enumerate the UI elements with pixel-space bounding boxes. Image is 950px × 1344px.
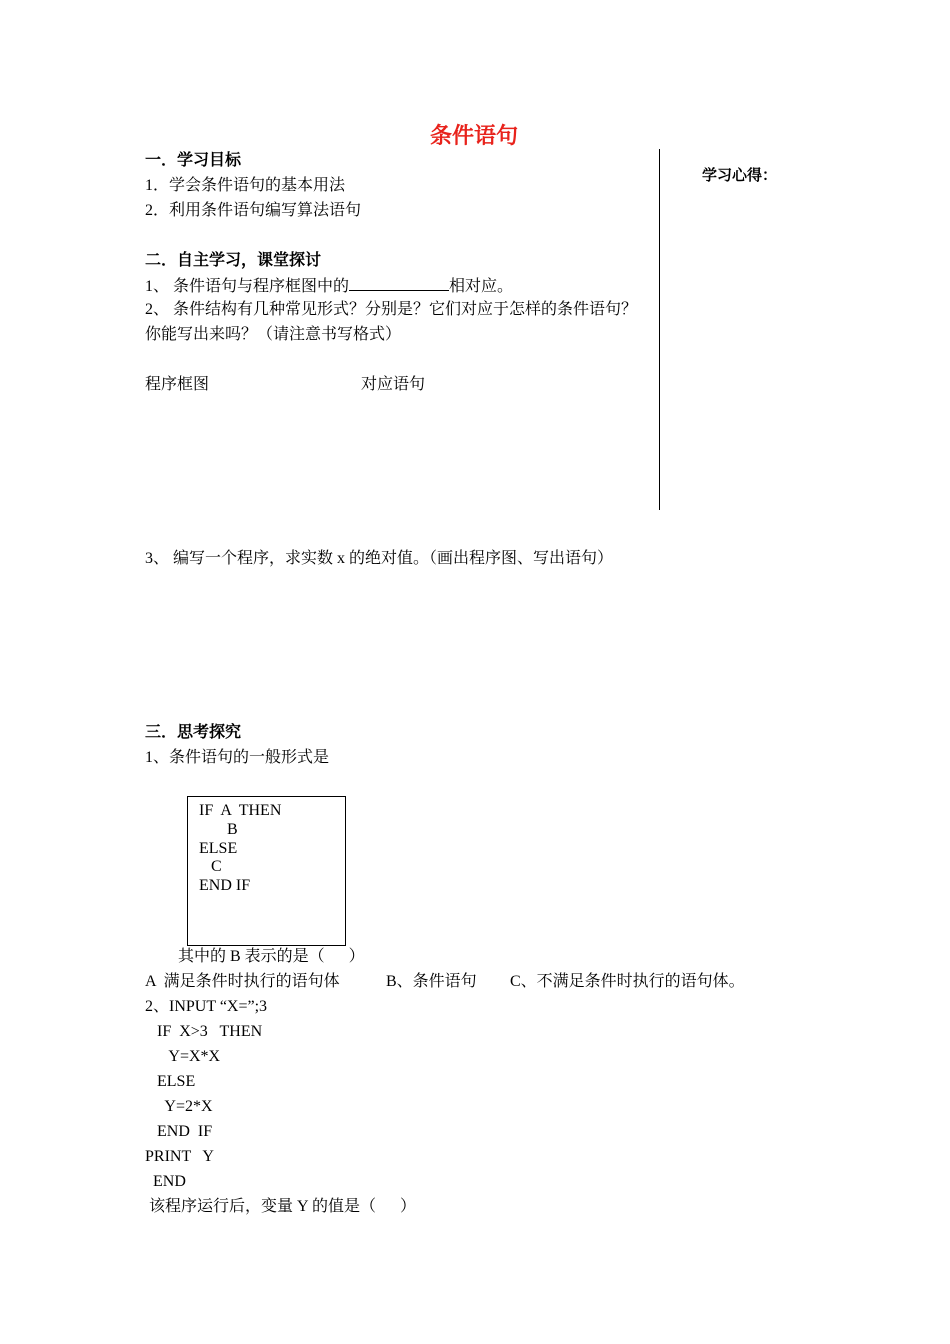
question-2-2-line2: 你能写出来吗？（请注意书写格式） <box>145 326 402 343</box>
column-divider <box>659 149 660 510</box>
column-label-statement: 对应语句 <box>361 376 426 393</box>
question-3-1: 1、条件语句的一般形式是 <box>145 749 330 766</box>
code-line: END IF <box>199 877 251 894</box>
section2-heading: 二．自主学习，课堂探讨 <box>145 252 322 269</box>
program-line: PRINT Y <box>145 1148 214 1165</box>
question-2-3: 3、 编写一个程序，求实数 x 的绝对值。（画出程序图、写出语句） <box>145 550 614 567</box>
question-3-2-prompt: 该程序运行后，变量 Y 的值是（ ） <box>145 1198 416 1215</box>
section3-heading: 三．思考探究 <box>145 724 242 741</box>
program-line: END <box>145 1173 186 1190</box>
page-title: 条件语句 <box>430 123 519 148</box>
code-line: IF A THEN <box>199 802 282 819</box>
program-line: IF X>3 THEN <box>145 1023 263 1040</box>
program-line: ELSE <box>145 1073 196 1090</box>
program-line: 2、INPUT “X=”;3 <box>145 998 268 1015</box>
program-line: Y=2*X <box>145 1098 213 1115</box>
code-line: C <box>199 858 222 875</box>
question-2-1 <box>145 275 513 297</box>
fill-blank <box>349 275 449 291</box>
program-line: Y=X*X <box>145 1048 221 1065</box>
option-c: C、不满足条件时执行的语句体。 <box>510 973 745 990</box>
code-line: ELSE <box>199 840 238 857</box>
goal-item-2: 2．利用条件语句编写算法语句 <box>145 202 362 219</box>
program-line: END IF <box>145 1123 213 1140</box>
column-label-flowchart: 程序框图 <box>145 376 210 393</box>
question-3-1-prompt: 其中的 B 表示的是（ ） <box>178 948 365 965</box>
question-2-1-text: 1、 条件语句与程序框图中的 <box>145 278 350 295</box>
question-2-1-suffix: 相对应。 <box>449 278 514 295</box>
goal-item-1: 1．学会条件语句的基本用法 <box>145 177 346 194</box>
section1-heading: 一．学习目标 <box>145 152 242 169</box>
option-a: A 满足条件时执行的语句体 <box>145 973 340 990</box>
option-b: B、条件语句 <box>386 973 477 990</box>
code-line: B <box>199 821 238 838</box>
notes-label: 学习心得： <box>702 168 778 184</box>
question-2-2-line1: 2、 条件结构有几种常见形式？分别是？它们对应于怎样的条件语句？ <box>145 301 638 318</box>
